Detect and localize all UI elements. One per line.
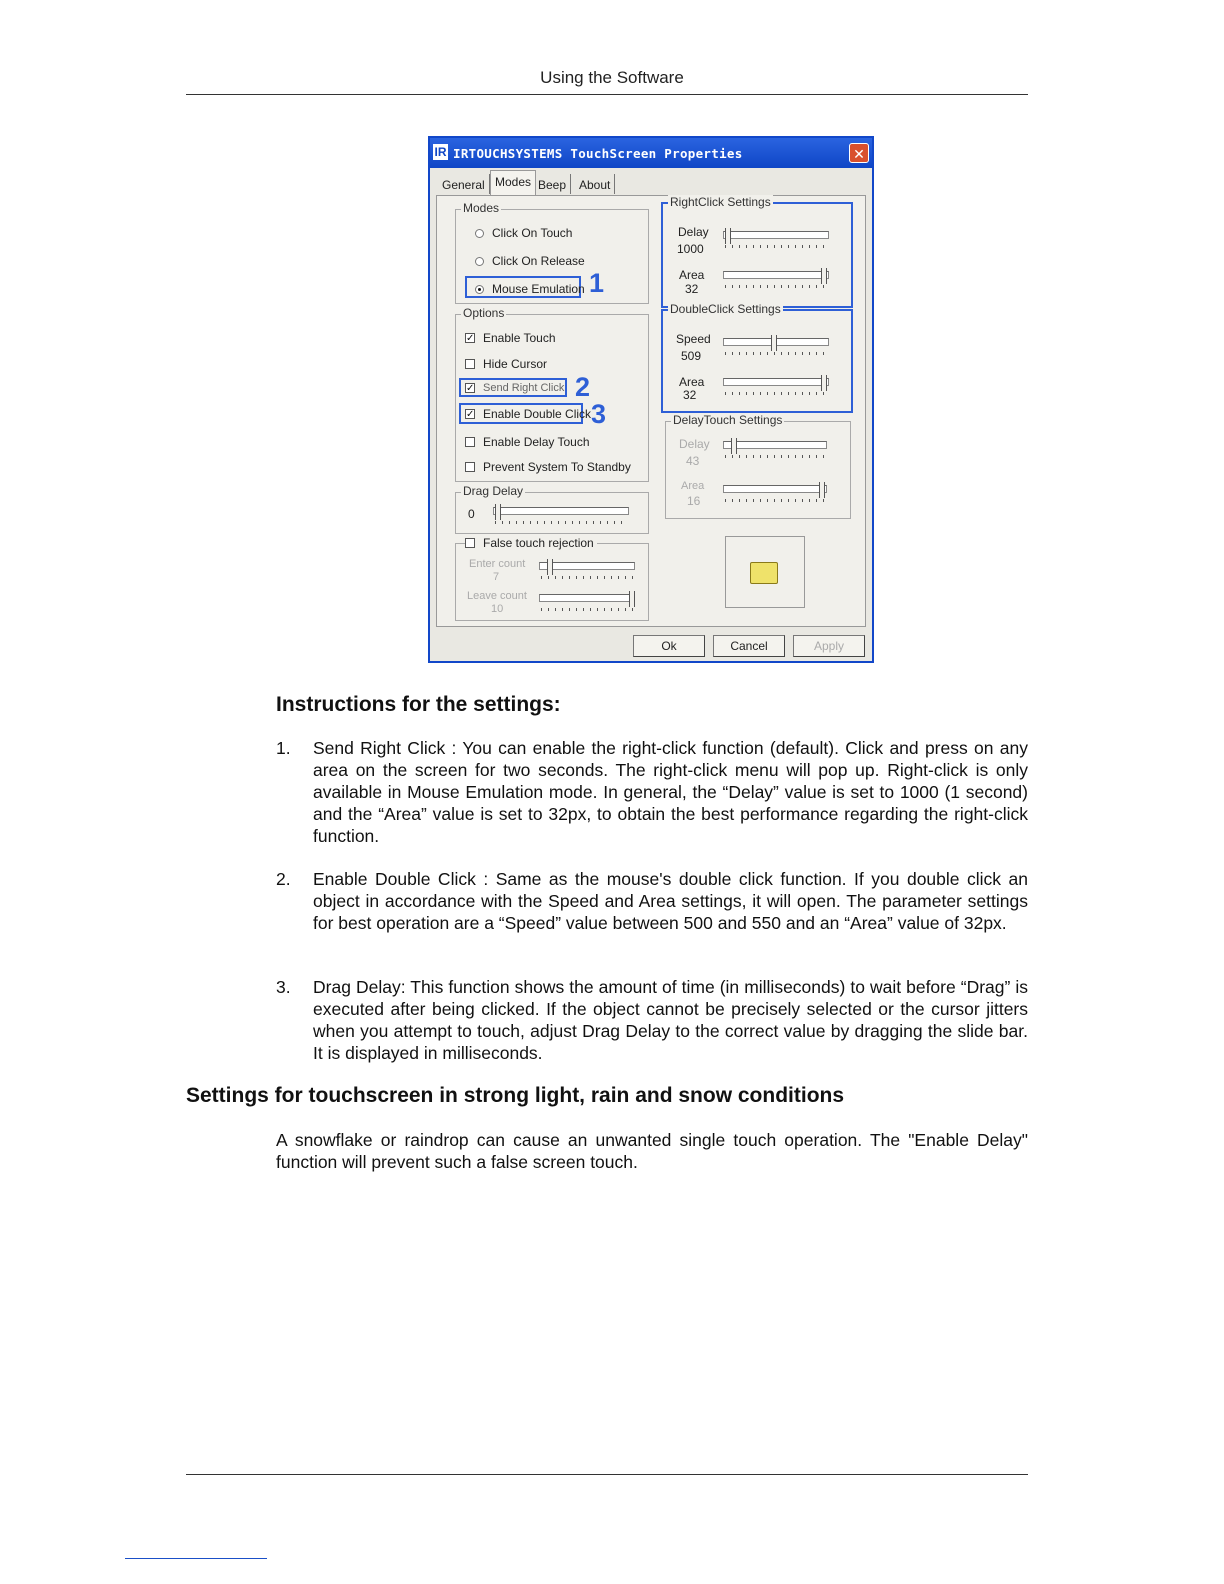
doubleclick-area-value: 32: [683, 388, 697, 402]
tab-modes[interactable]: Modes: [490, 170, 536, 195]
drag-delay-slider[interactable]: [493, 504, 629, 524]
slider-ticks: [495, 521, 627, 524]
checkbox-send-right-click[interactable]: [465, 382, 564, 394]
slider-ticks: [725, 352, 827, 355]
options-group-label: Options: [463, 306, 505, 320]
slider-thumb[interactable]: [629, 591, 635, 607]
checkbox-label: Hide Cursor: [483, 357, 548, 371]
checkbox-label: Enable Touch: [483, 331, 556, 345]
conditions-heading: Settings for touchscreen in strong light, rain and snow conditions: [186, 1084, 845, 1107]
delaytouch-settings-label: DelayTouch Settings: [673, 413, 783, 427]
doubleclick-area-label: Area: [679, 375, 705, 389]
preview-area: [725, 536, 805, 608]
slider-ticks: [725, 285, 827, 288]
leave-count-slider[interactable]: [539, 591, 635, 611]
slider-thumb[interactable]: [725, 228, 731, 244]
rightclick-area-label: Area: [679, 268, 705, 282]
radio-label: Click On Touch: [492, 226, 573, 240]
rightclick-delay-slider[interactable]: [723, 228, 829, 248]
rightclick-delay-label: Delay: [678, 225, 709, 239]
checkbox-prevent-standby[interactable]: [465, 460, 631, 474]
slider-ticks: [541, 608, 633, 611]
apply-button[interactable]: Apply: [793, 635, 865, 657]
radio-label: Click On Release: [492, 254, 585, 268]
slider-ticks: [725, 499, 825, 502]
slider-track: [723, 231, 829, 239]
slider-track: [723, 441, 827, 449]
rightclick-settings-label: RightClick Settings: [670, 195, 771, 209]
callout-number-2: 2: [575, 372, 591, 402]
enter-count-label: Enter count: [469, 558, 526, 570]
slider-thumb[interactable]: [821, 268, 827, 284]
checkbox-enable-touch[interactable]: [465, 331, 556, 345]
slider-ticks: [725, 245, 827, 248]
radio-label: Mouse Emulation: [492, 282, 585, 296]
ok-button[interactable]: Ok: [633, 635, 705, 657]
checkbox-enable-double-click[interactable]: [465, 407, 591, 421]
tab-beep[interactable]: Beep: [534, 174, 571, 194]
checkbox-hide-cursor[interactable]: [465, 357, 547, 371]
slider-track: [539, 594, 635, 602]
radio-icon: [475, 257, 484, 266]
slider-thumb[interactable]: [731, 438, 737, 454]
enter-count-value: 7: [493, 571, 500, 583]
leave-count-label: Leave count: [467, 590, 527, 602]
drag-delay-value: 0: [468, 507, 475, 521]
item-number: 2.: [276, 869, 291, 889]
checkbox-icon: [465, 359, 475, 369]
slider-ticks: [541, 576, 633, 579]
radio-selected-icon: [475, 285, 484, 294]
delaytouch-area-slider[interactable]: [723, 482, 827, 502]
checkbox-label: Enable Delay Touch: [483, 435, 590, 449]
checkbox-icon: [465, 538, 475, 548]
dialog-titlebar[interactable]: [430, 138, 872, 168]
slider-thumb[interactable]: [771, 335, 777, 351]
drag-delay-label: Drag Delay: [463, 484, 524, 498]
slider-ticks: [725, 392, 827, 395]
radio-click-on-release[interactable]: [475, 254, 585, 268]
checkbox-false-touch-rejection[interactable]: [465, 536, 597, 550]
item-text: Drag Delay: This function shows the amount of time (in milliseconds) to wait before “Drag” is executed after being clicked. If the object cannot be precisely selected or the cursor jitters when you attempt to touch, adjust Drag Delay to the correct value by dragging the slide bar. It is displayed in milliseconds.: [313, 977, 1028, 1063]
checkbox-checked-icon: ✓: [466, 333, 475, 344]
slider-track: [493, 507, 629, 515]
doubleclick-settings-label: DoubleClick Settings: [670, 302, 781, 316]
delaytouch-area-label: Area: [681, 480, 705, 492]
checkbox-icon: [465, 462, 475, 472]
app-logo-icon: IR: [434, 145, 447, 159]
slider-track: [539, 562, 635, 570]
dialog-title: IRTOUCHSYSTEMS TouchScreen Properties: [453, 146, 743, 161]
rightclick-area-slider[interactable]: [723, 268, 829, 288]
leave-count-value: 10: [491, 603, 504, 615]
page-header: Using the Software: [540, 68, 684, 87]
slider-ticks: [725, 455, 825, 458]
instructions-heading: Instructions for the settings:: [276, 693, 561, 716]
slider-thumb[interactable]: [547, 559, 553, 575]
tab-about[interactable]: About: [575, 174, 615, 194]
conditions-text: A snowflake or raindrop can cause an unwanted single touch operation. The "Enable Delay" function will prevent such a false screen touch.: [276, 1130, 1028, 1172]
modes-panel: [436, 195, 866, 627]
item-number: 1.: [276, 738, 291, 758]
header-rule: [186, 94, 1028, 95]
checkbox-label: Enable Double Click: [483, 407, 592, 421]
checkbox-checked-icon: ✓: [466, 383, 475, 394]
doubleclick-speed-value: 509: [681, 349, 702, 363]
modes-group-label: Modes: [463, 201, 500, 215]
radio-click-on-touch[interactable]: [475, 226, 572, 240]
radio-mouse-emulation[interactable]: [475, 282, 585, 296]
cancel-button[interactable]: Cancel: [713, 635, 785, 657]
radio-icon: [475, 229, 484, 238]
checkbox-checked-icon: ✓: [466, 409, 475, 420]
close-icon[interactable]: ✕: [849, 143, 869, 163]
checkbox-label: Prevent System To Standby: [483, 460, 631, 474]
rightclick-delay-value: 1000: [677, 242, 704, 256]
item-number: 3.: [276, 977, 291, 997]
checkbox-label: False touch rejection: [483, 536, 594, 550]
slider-thumb[interactable]: [819, 482, 825, 498]
checkbox-enable-delay-touch[interactable]: [465, 435, 590, 449]
item-text: Send Right Click : You can enable the right-click function (default). Click and press on any area on the screen for two seconds. The right-click menu will pop up. Right-click is only available in Mouse Emulation mode. In general, the “Delay” value is set to 1000 (1 second) and the “Area” value is set to 32px, to obtain the best performance regarding the right-click function.: [313, 738, 1028, 846]
enter-count-slider[interactable]: [539, 559, 635, 579]
footer-link-underline: [125, 1558, 267, 1559]
checkbox-label: Send Right Click: [483, 382, 565, 394]
slider-track: [723, 271, 829, 279]
delaytouch-delay-value: 43: [686, 454, 700, 468]
delaytouch-delay-label: Delay: [679, 437, 710, 451]
slider-thumb[interactable]: [821, 375, 827, 391]
delaytouch-delay-slider[interactable]: [723, 438, 827, 458]
item-text: Enable Double Click : Same as the mouse's double click function. If you double click an object in accordance with the Speed and Area settings, it will open. The parameter settings for best operation are a “Speed” value between 500 and 550 and an “Area” value of 32px.: [313, 869, 1028, 933]
delaytouch-area-value: 16: [687, 494, 701, 508]
tab-general[interactable]: General: [438, 174, 490, 194]
checkbox-icon: [465, 437, 475, 447]
slider-thumb[interactable]: [495, 504, 501, 520]
callout-number-3: 3: [591, 399, 607, 429]
touchscreen-properties-dialog: [428, 136, 874, 663]
slider-track: [723, 378, 829, 386]
doubleclick-speed-label: Speed: [676, 332, 711, 346]
rightclick-area-value: 32: [685, 282, 699, 296]
doubleclick-area-slider[interactable]: [723, 375, 829, 395]
slider-track: [723, 485, 827, 493]
footer-rule: [186, 1474, 1028, 1475]
folder-icon: [750, 562, 778, 584]
doubleclick-speed-slider[interactable]: [723, 335, 829, 355]
callout-number-1: 1: [589, 268, 605, 298]
